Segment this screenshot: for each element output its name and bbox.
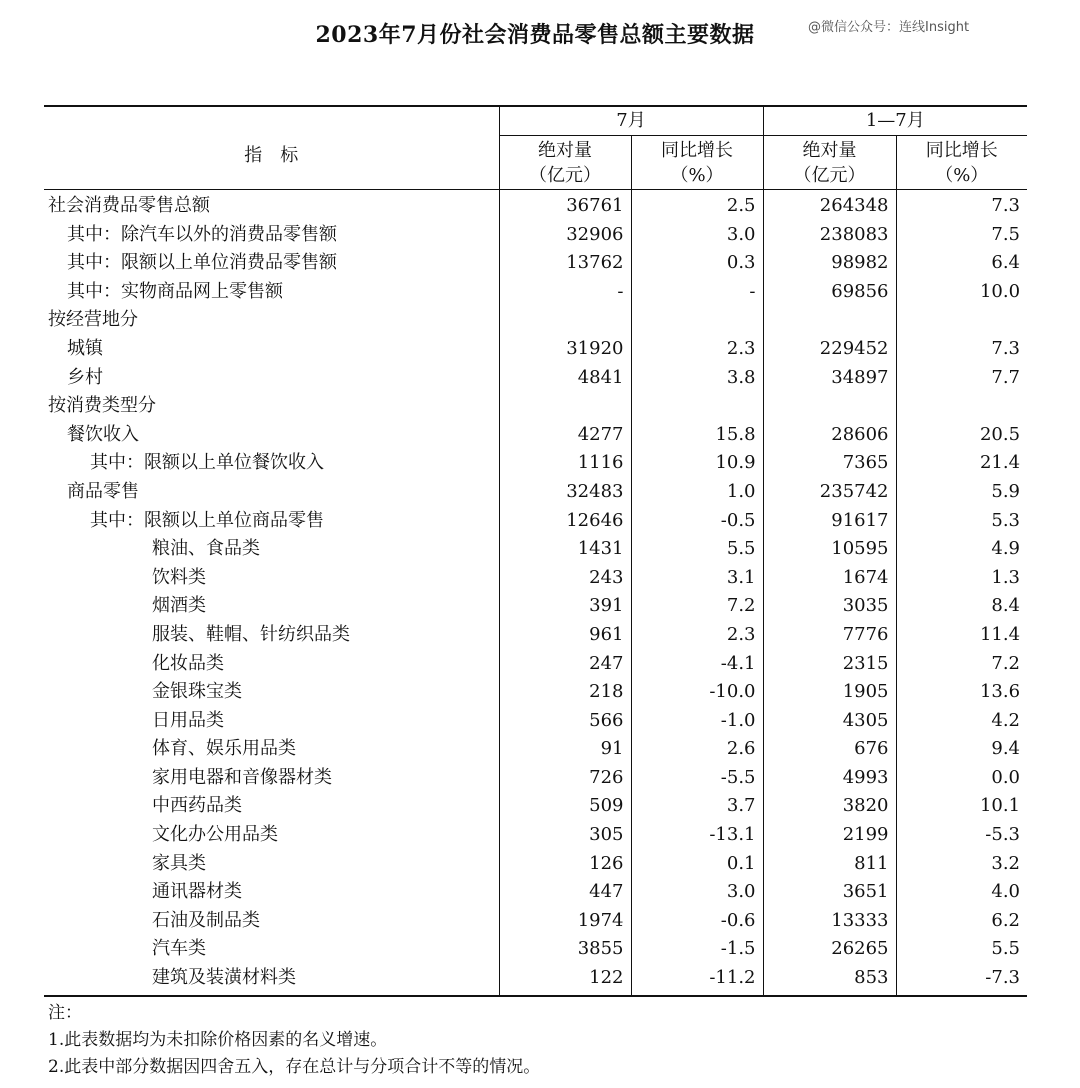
july-absolute-value: 566 xyxy=(499,707,631,736)
ytd-yoy-value: 7.2 xyxy=(896,650,1027,679)
ytd-absolute-value: 34897 xyxy=(763,364,896,393)
ytd-absolute-value: 13333 xyxy=(763,907,896,936)
indicator-header: 指 标 xyxy=(44,106,499,190)
july-absolute-value: 391 xyxy=(499,592,631,621)
row-label: 通讯器材类 xyxy=(152,881,242,903)
july-absolute-value: 13762 xyxy=(499,249,631,278)
table-row xyxy=(44,621,1027,650)
row-label: 文化办公用品类 xyxy=(152,824,278,846)
july-absolute-value: - xyxy=(499,278,631,307)
ytd-absolute-value: 7365 xyxy=(763,449,896,478)
ytd-absolute-value: 3035 xyxy=(763,592,896,621)
row-label: 乡村 xyxy=(67,366,103,388)
table-row xyxy=(44,735,1027,764)
july-yoy-header xyxy=(631,136,763,190)
ytd-yoy-value: 20.5 xyxy=(896,421,1027,450)
row-label: 体育、娱乐用品类 xyxy=(152,738,296,760)
ytd-yoy-value: -7.3 xyxy=(896,964,1027,996)
table-row xyxy=(44,707,1027,736)
ytd-absolute-value: 91617 xyxy=(763,507,896,536)
ytd-absolute-value: 3651 xyxy=(763,878,896,907)
july-absolute-value: 243 xyxy=(499,564,631,593)
table-row xyxy=(44,535,1027,564)
july-yoy-value: 5.5 xyxy=(631,535,763,564)
table-row xyxy=(44,792,1027,821)
note-item: 2.此表中部分数据因四舍五入，存在总计与分项合计不等的情况。 xyxy=(48,1057,541,1077)
july-yoy-value: 0.1 xyxy=(631,850,763,879)
july-yoy-value: 2.6 xyxy=(631,735,763,764)
ytd-absolute-value: 98982 xyxy=(763,249,896,278)
july-absolute-value: 447 xyxy=(499,878,631,907)
ytd-absolute-value: 264348 xyxy=(763,190,896,221)
july-absolute-value: 126 xyxy=(499,850,631,879)
ytd-yoy-value: 5.9 xyxy=(896,478,1027,507)
july-yoy-value: 15.8 xyxy=(631,421,763,450)
row-label: 城镇 xyxy=(67,337,103,359)
ytd-yoy-value: 21.4 xyxy=(896,449,1027,478)
row-label: 服装、鞋帽、针纺织品类 xyxy=(152,623,350,645)
july-absolute-value: 305 xyxy=(499,821,631,850)
july-absolute-value: 31920 xyxy=(499,335,631,364)
ytd-absolute-value: 238083 xyxy=(763,221,896,250)
ytd-absolute-value: 235742 xyxy=(763,478,896,507)
july-absolute-value xyxy=(499,392,631,421)
table-row xyxy=(44,190,1027,221)
july-absolute-value xyxy=(499,306,631,335)
ytd-absolute-value: 4993 xyxy=(763,764,896,793)
table-row xyxy=(44,850,1027,879)
july-yoy-value: 3.0 xyxy=(631,878,763,907)
ytd-absolute-value: 229452 xyxy=(763,335,896,364)
row-label: 饮料类 xyxy=(152,566,206,588)
ytd-yoy-value: 4.0 xyxy=(896,878,1027,907)
ytd-absolute-value: 853 xyxy=(763,964,896,996)
july-absolute-header xyxy=(499,136,631,190)
july-yoy-value: 3.8 xyxy=(631,364,763,393)
row-label: 其中：实物商品网上零售额 xyxy=(67,280,283,302)
row-label: 其中：限额以上单位餐饮收入 xyxy=(90,452,324,474)
july-yoy-value: 1.0 xyxy=(631,478,763,507)
july-absolute-value: 726 xyxy=(499,764,631,793)
ytd-yoy-value: 6.4 xyxy=(896,249,1027,278)
table-row xyxy=(44,878,1027,907)
july-absolute-value: 509 xyxy=(499,792,631,821)
row-label: 汽车类 xyxy=(152,938,206,960)
july-yoy-value: 2.3 xyxy=(631,335,763,364)
table-row xyxy=(44,907,1027,936)
ytd-yoy-value: 7.3 xyxy=(896,190,1027,221)
ytd-absolute-value: 10595 xyxy=(763,535,896,564)
july-yoy-value: -10.0 xyxy=(631,678,763,707)
absolute-label: 绝对量 xyxy=(802,140,857,161)
july-absolute-value: 4277 xyxy=(499,421,631,450)
ytd-yoy-value: 10.1 xyxy=(896,792,1027,821)
row-label: 烟酒类 xyxy=(152,595,206,617)
period-jan-jul-header: 1—7月 xyxy=(763,106,1027,136)
period-july-header: 7月 xyxy=(499,106,763,136)
july-yoy-value: 7.2 xyxy=(631,592,763,621)
july-yoy-value: - xyxy=(631,278,763,307)
ytd-yoy-value: 10.0 xyxy=(896,278,1027,307)
absolute-unit: （亿元） xyxy=(529,165,601,186)
row-label: 日用品类 xyxy=(152,709,224,731)
july-absolute-value: 961 xyxy=(499,621,631,650)
july-absolute-value: 3855 xyxy=(499,935,631,964)
yoy-label: 同比增长 xyxy=(925,140,998,161)
row-label: 建筑及装潢材料类 xyxy=(44,964,499,996)
table-row xyxy=(44,821,1027,850)
july-absolute-value: 1974 xyxy=(499,907,631,936)
ytd-absolute-value: 676 xyxy=(763,735,896,764)
ytd-yoy-value: 5.5 xyxy=(896,935,1027,964)
july-absolute-value: 1116 xyxy=(499,449,631,478)
table-row xyxy=(44,478,1027,507)
table-row xyxy=(44,449,1027,478)
yoy-unit: （%） xyxy=(935,165,989,186)
row-label: 社会消费品零售总额 xyxy=(48,195,210,216)
table-row xyxy=(44,764,1027,793)
row-label: 商品零售 xyxy=(67,480,139,502)
table-row xyxy=(44,278,1027,307)
july-absolute-value: 12646 xyxy=(499,507,631,536)
july-yoy-value: 3.1 xyxy=(631,564,763,593)
ytd-yoy-value: 9.4 xyxy=(896,735,1027,764)
table-row xyxy=(44,335,1027,364)
row-label: 餐饮收入 xyxy=(67,423,139,445)
ytd-yoy-value: 4.2 xyxy=(896,707,1027,736)
row-label: 家用电器和音像器材类 xyxy=(152,766,332,788)
row-label: 其中：限额以上单位消费品零售额 xyxy=(67,252,337,274)
ytd-absolute-header xyxy=(763,136,896,190)
july-yoy-value: 2.5 xyxy=(631,190,763,221)
july-yoy-value: -11.2 xyxy=(631,964,763,996)
row-label: 中西药品类 xyxy=(152,795,242,817)
row-label: 其中：限额以上单位商品零售 xyxy=(90,509,324,531)
ytd-yoy-value: 5.3 xyxy=(896,507,1027,536)
table-row xyxy=(44,421,1027,450)
ytd-yoy-value: 7.5 xyxy=(896,221,1027,250)
retail-sales-table xyxy=(44,105,1027,997)
table-row xyxy=(44,592,1027,621)
july-yoy-value: 3.7 xyxy=(631,792,763,821)
row-label: 按消费类型分 xyxy=(48,395,156,417)
table-row xyxy=(44,249,1027,278)
july-absolute-value: 1431 xyxy=(499,535,631,564)
ytd-absolute-value: 2199 xyxy=(763,821,896,850)
ytd-yoy-value xyxy=(896,392,1027,421)
july-absolute-value: 32906 xyxy=(499,221,631,250)
july-absolute-value: 218 xyxy=(499,678,631,707)
july-yoy-value: -1.0 xyxy=(631,707,763,736)
absolute-unit: （亿元） xyxy=(793,165,866,186)
july-yoy-value: 10.9 xyxy=(631,449,763,478)
ytd-absolute-value: 7776 xyxy=(763,621,896,650)
july-yoy-value: -4.1 xyxy=(631,650,763,679)
ytd-yoy-value: 6.2 xyxy=(896,907,1027,936)
ytd-absolute-value: 2315 xyxy=(763,650,896,679)
table-body xyxy=(44,190,1027,996)
july-yoy-value: -5.5 xyxy=(631,764,763,793)
july-yoy-value: 0.3 xyxy=(631,249,763,278)
row-label: 粮油、食品类 xyxy=(152,538,260,560)
table-row xyxy=(44,507,1027,536)
july-yoy-value: -13.1 xyxy=(631,821,763,850)
july-absolute-value: 91 xyxy=(499,735,631,764)
ytd-absolute-value: 28606 xyxy=(763,421,896,450)
july-absolute-value: 247 xyxy=(499,650,631,679)
row-label: 化妆品类 xyxy=(152,652,224,674)
page-title: 2023年7月份社会消费品零售总额主要数据 xyxy=(315,22,755,48)
table-row xyxy=(44,935,1027,964)
table-row xyxy=(44,392,1027,421)
row-label: 家具类 xyxy=(152,852,206,874)
table-row xyxy=(44,964,1027,996)
ytd-yoy-value xyxy=(896,306,1027,335)
ytd-yoy-value: -5.3 xyxy=(896,821,1027,850)
ytd-yoy-value: 7.3 xyxy=(896,335,1027,364)
table-row xyxy=(44,678,1027,707)
july-yoy-value xyxy=(631,392,763,421)
table-row xyxy=(44,364,1027,393)
ytd-yoy-value: 4.9 xyxy=(896,535,1027,564)
july-absolute-value: 4841 xyxy=(499,364,631,393)
row-label: 金银珠宝类 xyxy=(152,681,242,703)
ytd-absolute-value: 1674 xyxy=(763,564,896,593)
ytd-yoy-value: 1.3 xyxy=(896,564,1027,593)
july-yoy-value: -0.5 xyxy=(631,507,763,536)
watermark: @微信公众号：连线Insight xyxy=(808,20,970,35)
table-row xyxy=(44,564,1027,593)
ytd-yoy-value: 3.2 xyxy=(896,850,1027,879)
ytd-yoy-value: 13.6 xyxy=(896,678,1027,707)
july-absolute-value: 36761 xyxy=(499,190,631,221)
july-yoy-value: -1.5 xyxy=(631,935,763,964)
ytd-absolute-value: 26265 xyxy=(763,935,896,964)
yoy-label: 同比增长 xyxy=(661,140,733,161)
july-yoy-value: 2.3 xyxy=(631,621,763,650)
ytd-absolute-value: 3820 xyxy=(763,792,896,821)
ytd-absolute-value: 69856 xyxy=(763,278,896,307)
ytd-absolute-value: 1905 xyxy=(763,678,896,707)
row-label: 按经营地分 xyxy=(48,309,138,331)
absolute-label: 绝对量 xyxy=(538,140,592,161)
ytd-yoy-value: 11.4 xyxy=(896,621,1027,650)
ytd-absolute-value: 811 xyxy=(763,850,896,879)
july-yoy-value: 3.0 xyxy=(631,221,763,250)
note-item: 1.此表数据均为未扣除价格因素的名义增速。 xyxy=(48,1030,388,1050)
table-row xyxy=(44,650,1027,679)
table-row xyxy=(44,306,1027,335)
table-header xyxy=(44,106,1027,190)
ytd-yoy-header xyxy=(896,136,1027,190)
july-absolute-value: 32483 xyxy=(499,478,631,507)
ytd-yoy-value: 0.0 xyxy=(896,764,1027,793)
ytd-absolute-value xyxy=(763,392,896,421)
july-absolute-value: 122 xyxy=(499,964,631,996)
july-yoy-value xyxy=(631,306,763,335)
row-label: 其中：除汽车以外的消费品零售额 xyxy=(67,223,337,245)
table-row xyxy=(44,221,1027,250)
notes-heading: 注： xyxy=(48,1003,82,1023)
ytd-yoy-value: 8.4 xyxy=(896,592,1027,621)
yoy-unit: （%） xyxy=(670,165,724,186)
ytd-absolute-value xyxy=(763,306,896,335)
ytd-yoy-value: 7.7 xyxy=(896,364,1027,393)
ytd-absolute-value: 4305 xyxy=(763,707,896,736)
row-label: 石油及制品类 xyxy=(152,909,260,931)
notes xyxy=(48,1000,1048,1081)
july-yoy-value: -0.6 xyxy=(631,907,763,936)
